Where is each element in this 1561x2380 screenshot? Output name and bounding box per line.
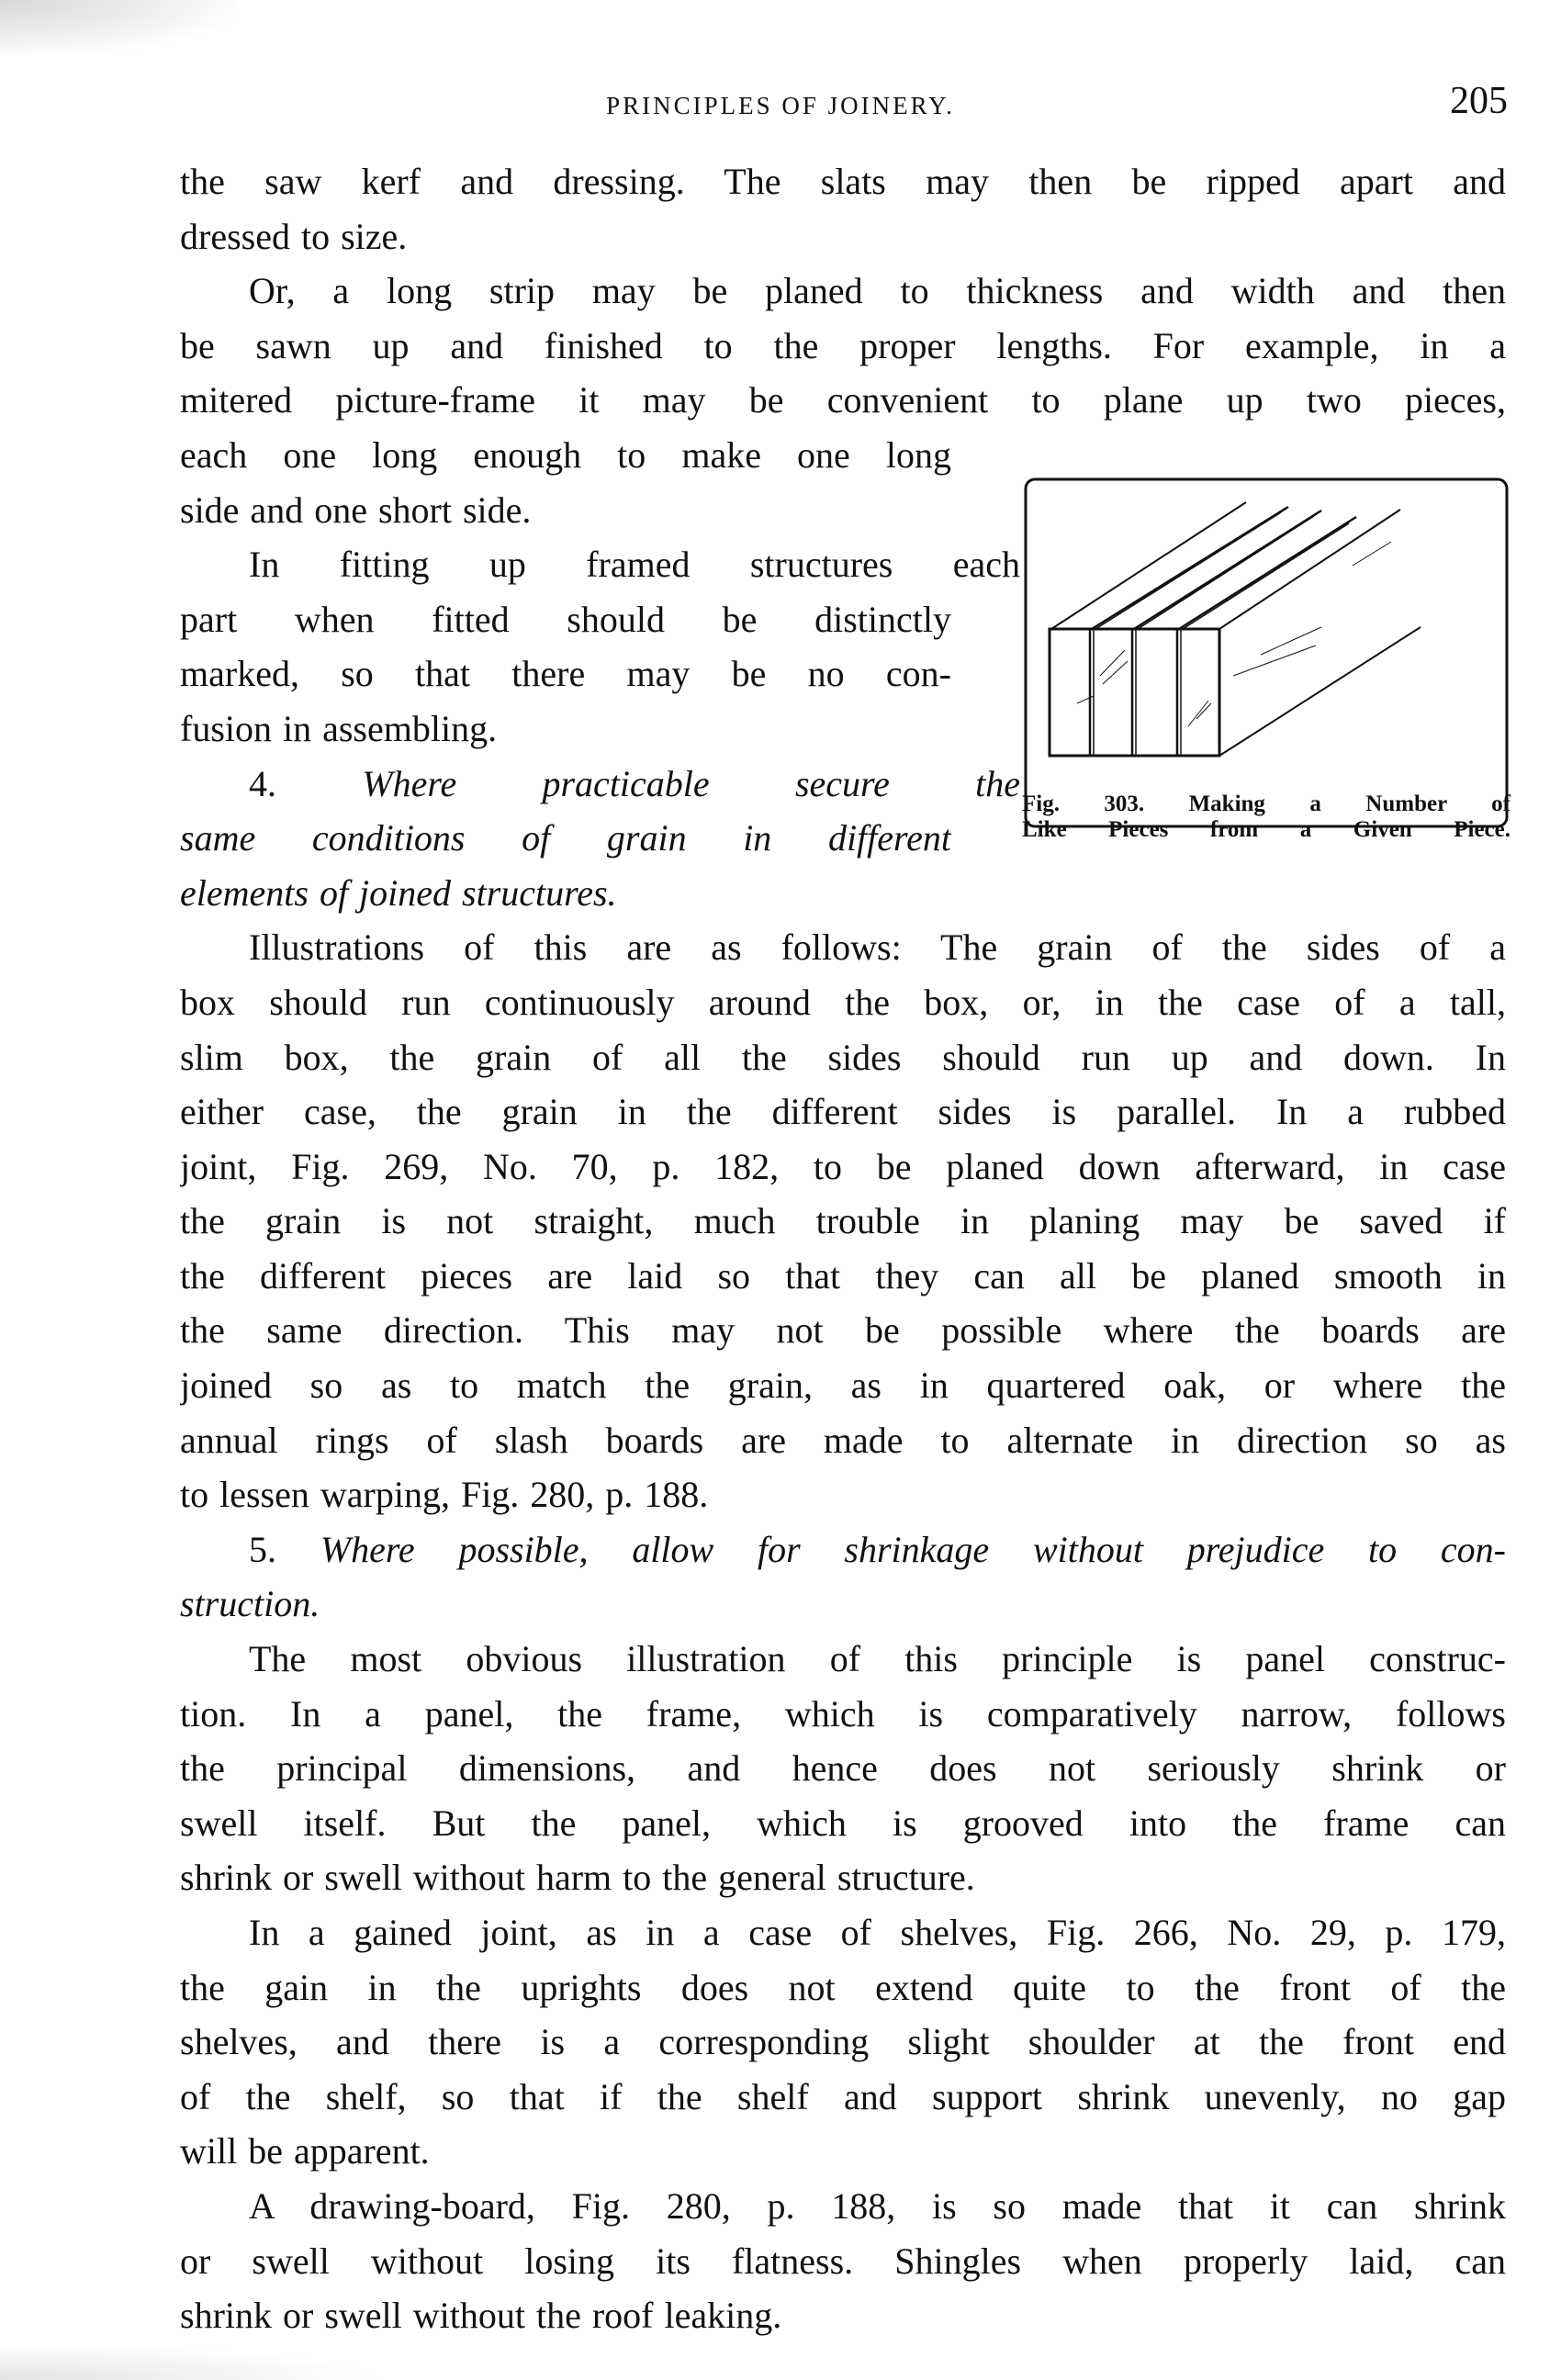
text-line [180, 1522, 1506, 1577]
figure-caption [1022, 791, 1510, 843]
text-line [180, 1194, 1506, 1249]
line-text: joined so as to match the grain, as in quartered oak, or where the [180, 1364, 1506, 1407]
text-line [180, 2015, 1506, 2070]
line-text: In fitting up framed structures each [249, 544, 1020, 586]
principle-number: 5. [249, 1528, 276, 1570]
text-line [180, 428, 951, 483]
text-line [180, 1850, 1506, 1905]
line-text: each one long enough to make one long [180, 433, 951, 476]
text-line [180, 2234, 1506, 2289]
text-line [180, 1084, 1506, 1139]
line-text: In a gained joint, as in a case of shelves, Fig. 266, No. 29, p. 179, [249, 1912, 1506, 1953]
text-line [180, 483, 951, 538]
line-text: shrink or swell without harm to the general structure. [180, 1857, 975, 1899]
text-line [180, 975, 1506, 1030]
text-line [180, 1577, 1506, 1632]
text-line [180, 811, 951, 866]
text-line [180, 1960, 1506, 2015]
line-text: box should run continuously around the box, or, in the case of a tall, [180, 981, 1506, 1023]
line-text: part when fitted should be distinctly [180, 598, 951, 640]
text-line [180, 2179, 1506, 2234]
text-line [180, 1413, 1506, 1468]
text-line [180, 1358, 1506, 1413]
line-text: to lessen warping, Fig. 280, p. 188. [180, 1474, 709, 1516]
line-text: be sawn up and finished to the proper lengths. For example, in a [180, 324, 1506, 366]
caption-line: Like Pieces from a Given Piece. [1022, 817, 1510, 842]
text-line [180, 1030, 1506, 1085]
line-text: A drawing-board, Fig. 280, p. 188, is so made that it can shrink [249, 2184, 1506, 2227]
line-text: either case, the grain in the different sides is parallel. In a rubbed [180, 1091, 1506, 1133]
text-line [180, 1905, 1506, 1960]
text-line [180, 1687, 1506, 1742]
line-text: will be apparent. [180, 2130, 430, 2172]
text-line [180, 319, 1506, 374]
line-text: the principal dimensions, and hence does not seriously shrink or [180, 1747, 1506, 1790]
line-text: marked, so that there may be no con- [180, 653, 951, 695]
line-text: fusion in assembling. [180, 707, 498, 749]
text-line [180, 1632, 1506, 1687]
text-line [180, 646, 951, 702]
line-text: the same direction. This may not be possible where the boards are [180, 1309, 1506, 1352]
line-text: Or, a long strip may be planed to thickness and width and then [249, 270, 1506, 312]
text-line [180, 866, 1506, 921]
principle-statement: same conditions of grain in different [180, 817, 951, 859]
text-line [180, 2288, 1506, 2343]
principle-statement: Where practicable secure the [362, 762, 1020, 804]
page-number: 205 [1450, 80, 1508, 122]
text-line [180, 1796, 1506, 1851]
line-text: joint, Fig. 269, No. 70, p. 182, to be planed down afterward, in case [180, 1145, 1506, 1187]
text-line [180, 1139, 1506, 1195]
line-text: mitered picture-frame it may be convenient to plane up two pieces, [180, 379, 1506, 421]
text-line [180, 592, 951, 647]
line-text: side and one short side. [180, 488, 532, 531]
text-line [180, 1303, 1506, 1358]
line-text: of the shelf, so that if the shelf and support shrink unevenly, no gap [180, 2075, 1506, 2117]
line-text: shelves, and there is a corresponding slight shoulder at the front end [180, 2021, 1506, 2063]
principle-statement: Where possible, allow for shrinkage without prejudice to con- [320, 1528, 1506, 1570]
line-text: tion. In a panel, the frame, which is comparatively narrow, follows [180, 1692, 1506, 1734]
principle-number: 4. [249, 762, 276, 804]
text-line [180, 1249, 1506, 1304]
line-text: shrink or swell without the roof leaking. [180, 2295, 782, 2337]
running-head: PRINCIPLES OF JOINERY. [606, 92, 955, 119]
text-line [180, 1741, 1506, 1796]
text-line [180, 757, 1020, 812]
text-line [180, 209, 1506, 264]
text-line [180, 920, 1506, 975]
caption-line: Fig. 303. Making a Number of [1022, 791, 1510, 816]
text-line [180, 537, 1020, 592]
line-text: The most obvious illustration of this principle is panel construc- [249, 1638, 1506, 1680]
line-text: slim box, the grain of all the sides should run up and down. In [180, 1036, 1506, 1078]
line-text: Illustrations of this are as follows: The grain of the sides of a [249, 926, 1506, 969]
line-text: the gain in the uprights does not extend quite to the front of the [180, 1966, 1506, 2008]
scan-shadow [0, 0, 239, 55]
principle-statement: elements of joined structures. [180, 871, 617, 914]
text-line [180, 373, 1506, 428]
line-text: or swell without losing its flatness. Shingles when properly laid, can [180, 2240, 1506, 2282]
text-line [180, 1467, 1506, 1522]
line-text: the different pieces are laid so that they can all be planed smooth in [180, 1254, 1506, 1297]
line-text: dressed to size. [180, 215, 408, 257]
line-text: the grain is not straight, much trouble in planing may be saved if [180, 1200, 1506, 1242]
line-text: annual rings of slash boards are made to alternate in direction so as [180, 1419, 1506, 1461]
principle-statement: struction. [180, 1583, 320, 1625]
line-text: the saw kerf and dressing. The slats may then be ripped apart and [180, 161, 1506, 202]
text-line [180, 264, 1506, 319]
scan-shadow [0, 2343, 386, 2380]
text-line [180, 702, 951, 757]
text-line [180, 154, 1506, 209]
text-line [180, 2070, 1506, 2125]
line-text: swell itself. But the panel, which is grooved into the frame can [180, 1802, 1506, 1844]
text-line [180, 2124, 1506, 2179]
